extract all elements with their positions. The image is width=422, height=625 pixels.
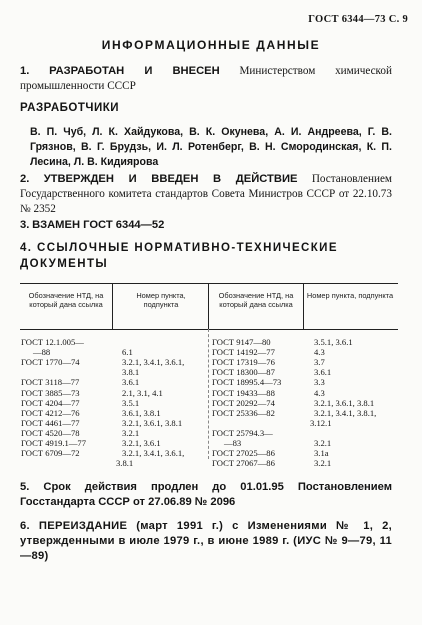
table-cell: ГОСТ 6709—72: [21, 448, 80, 459]
table-cell: ГОСТ 19433—88: [212, 387, 275, 398]
table-cell: 3.3: [314, 377, 325, 388]
table-cell: ГОСТ 27025—86: [212, 448, 275, 459]
table-cell: ГОСТ 12.1.005—: [21, 337, 84, 347]
section-3-heading: ВЗАМЕН ГОСТ 6344—52: [32, 219, 165, 231]
table-cell: ГОСТ 17319—76: [212, 357, 275, 368]
table-cell: 3.2.1, 3.6.1, 3.8.1: [122, 417, 183, 428]
table-cell: 3.6.1: [314, 367, 332, 378]
table-cell: ГОСТ 14192—77: [212, 347, 275, 358]
table-cell: ГОСТ 4204—77: [21, 397, 80, 408]
table-cell: 2.1, 3.1, 4.1: [122, 387, 163, 398]
table-cell: ГОСТ 4212—76: [21, 407, 80, 418]
table-cell: 3.5.1, 3.6.1: [314, 337, 353, 347]
table-col-separator: [208, 283, 209, 329]
page-header: ГОСТ 6344—73 С. 9: [308, 14, 408, 25]
table-header-cell: Обозначение НТД, на который дана ссылка: [218, 291, 294, 310]
section-3: [20, 218, 392, 233]
table-cell: ГОСТ 9147—80: [212, 337, 271, 347]
table-cell: 3.8.1: [122, 367, 140, 378]
table-col-separator: [112, 283, 113, 329]
section-1: [20, 64, 392, 94]
table-cell: ГОСТ 25794.3—: [212, 427, 273, 438]
section-2-number: 2.: [20, 173, 30, 185]
section-1-number: 1.: [20, 65, 30, 77]
table-col-divider: [208, 329, 209, 459]
table-cell: 3.2.1, 3.4.1, 3.6.1,: [122, 357, 185, 368]
table-cell: ГОСТ 27067—86: [212, 458, 275, 469]
table-cell: —88: [33, 347, 51, 358]
table-cell: ГОСТ 3885—73: [21, 387, 80, 398]
table-cell: 3.12.1: [310, 417, 332, 428]
table-cell: ГОСТ 4520—78: [21, 427, 80, 438]
section-5: 5. Срок действия продлен до 01.01.95 Постановлением Госстандарта СССР от 27.06.89 № 2096: [20, 481, 392, 508]
table-cell: ГОСТ 20292—74: [212, 397, 275, 408]
table-top-rule: [20, 283, 398, 284]
table-cell: 4.3: [314, 387, 325, 398]
section-2: [20, 172, 392, 217]
table-cell: ГОСТ 25336—82: [212, 407, 275, 418]
table-cell: ГОСТ 3118—77: [21, 377, 80, 388]
table-cell: 3.7: [314, 357, 325, 368]
table-header-rule: [20, 329, 398, 330]
table-cell: —83: [224, 438, 242, 448]
section-1-heading: РАЗРАБОТАН И ВНЕСЕН: [49, 65, 220, 77]
developers-heading: РАЗРАБОТЧИКИ: [20, 102, 119, 114]
table-cell: ГОСТ 4919.1—77: [21, 438, 87, 448]
section-6: 6. ПЕРЕИЗДАНИЕ (март 1991 г.) с Изменениями № 1, 2, утвержденными в июле 1979 г., в июне 1989 г. (ИУС № 9—79, 11—89): [20, 520, 392, 562]
table-cell: ГОСТ 18300—87: [212, 367, 275, 378]
table-cell: ГОСТ 4461—77: [21, 417, 80, 428]
table-cell: 3.2.1: [314, 458, 332, 469]
developers-names: В. П. Чуб, Л. К. Хайдукова, В. К. Окунева, А. И. Андреева, Г. В. Грязнов, В. Г. Брудзь, И. Л. Ротенберг, В. Н. Смородинская, К. П. Лесина, Л. В. Кидиярова: [30, 126, 392, 168]
section-2-text: Постановлением Государственного комитета стандартов Совета Министров СССР от 22.10.73 № 2352: [20, 173, 393, 215]
table-cell: ГОСТ 1770—74: [21, 357, 80, 368]
page-title: ИНФОРМАЦИОННЫЕ ДАННЫЕ: [101, 38, 321, 52]
section-3-number: 3.: [20, 219, 30, 231]
section-4-heading: [20, 240, 392, 272]
table-cell: 3.2.1, 3.4.1, 3.6.1,: [122, 448, 185, 459]
table-cell: ГОСТ 18995.4—73: [212, 377, 282, 388]
table-header-cell: Номер пункта, подпункта: [306, 291, 394, 300]
table-cell: 3.5.1: [122, 397, 140, 408]
table-col-separator: [303, 283, 304, 329]
table-cell: 3.1а: [314, 448, 329, 459]
table-cell: 4.3: [314, 347, 325, 358]
table-cell: 3.8.1: [116, 458, 134, 469]
table-header-cell: Обозначение НТД, на который дана ссылка: [28, 291, 104, 310]
table-cell: 6.1: [122, 347, 133, 358]
table-cell: 3.2.1, 3.6.1: [122, 438, 161, 448]
section-2-heading: УТВЕРЖДЕН И ВВЕДЕН В ДЕЙСТВИЕ: [43, 173, 298, 185]
table-cell: 3.6.1: [122, 377, 140, 388]
section-4-number: 4.: [20, 242, 33, 254]
table-cell: 3.2.1, 3.4.1, 3.8.1,: [314, 407, 377, 418]
table-cell: 3.2.1, 3.6.1, 3.8.1: [314, 397, 375, 408]
table-header-cell: Номер пункта, подпункта: [136, 291, 186, 310]
table-cell: 3.2.1: [122, 427, 140, 438]
section-1-text: Министерством химической промышленности СССР: [20, 65, 393, 92]
table-cell: 3.2.1: [314, 438, 332, 448]
table-cell: 3.6.1, 3.8.1: [122, 407, 161, 418]
section-4-title: ССЫЛОЧНЫЕ НОРМАТИВНО-ТЕХНИЧЕСКИЕ ДОКУМЕНТЫ: [20, 242, 338, 270]
